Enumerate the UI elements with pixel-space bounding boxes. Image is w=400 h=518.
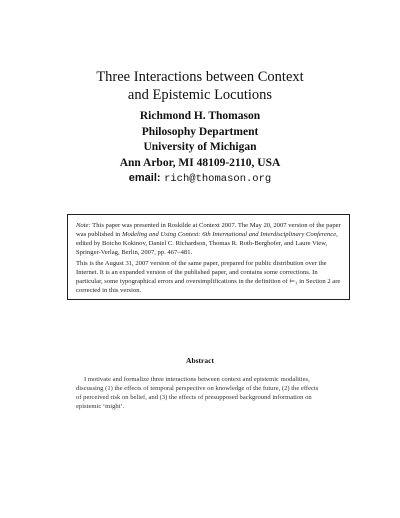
- title-line-2: and Epistemic Locutions: [127, 87, 273, 103]
- abstract-text: I motivate and formalize three interactions between context and epistemic modalities, discussing (1) the effects of temporal perspective on knowledge of the future, (2) the effects of perceived risk on belief, and (3) the effects of presupposed background information on epistemic ‘might’.: [76, 376, 319, 410]
- note-label: Note:: [76, 222, 91, 229]
- note-text-1: This paper was presented in Roskilde at Context 2007. The May 20, 2007 version of the paper was published in: [76, 222, 341, 238]
- email-address: rich@thomason.org: [164, 173, 272, 185]
- author-institution: University of Michigan: [143, 141, 257, 153]
- author-name: Richmond H. Thomason: [139, 110, 261, 122]
- title-line-1: Three Interactions between Context: [96, 69, 304, 85]
- author-department: Philosophy Department: [141, 125, 259, 138]
- author-address: Ann Arbor, MI 48109-2110, USA: [119, 156, 281, 169]
- abstract-heading: Abstract: [186, 356, 214, 365]
- email-line: [0, 171, 400, 186]
- publication-note-box: [67, 214, 350, 300]
- note-book-title: Modeling and Using Context: 6th International and Interdisciplinary Conference: [121, 231, 337, 238]
- note-paragraph-1: [76, 221, 341, 257]
- paper-title: [0, 68, 400, 104]
- author-block: [0, 109, 400, 171]
- email-label: email:: [128, 172, 161, 184]
- note-text-2: , edited by Boicho Kokinov, Daniel C. Richardson, Thomas R. Roth-Berghofer, and Laure View, Springer-Verlag, Berlin, 2007, pp. 467–481.: [76, 231, 338, 256]
- note-paragraph-2: This is the August 31, 2007 version of the same paper, prepared for public distribution over the Internet. It is an expanded version of the published paper, and contains some corrections. In particular, some typographical errors and oversimplifications in the definition of ⊨₃ in Section 2 are corrected in this version.: [76, 260, 341, 294]
